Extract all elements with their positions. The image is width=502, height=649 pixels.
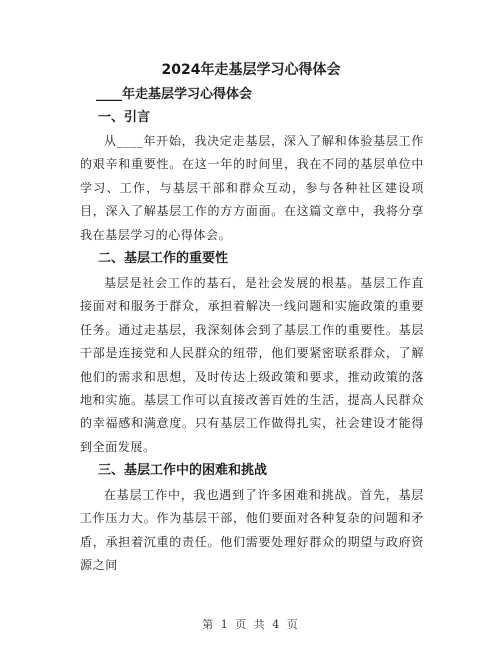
- section-paragraph-intro: 从____年开始，我决定走基层，深入了解和体验基层工作的艰辛和重要性。在这一年的时间里，我在不同的基层单位中学习、工作，与基层干部和群众互动，参与各种社区建设项目，深入了解基层工作的方方面面。在这篇文章中，我将分享我在基层学习的心得体会。: [80, 134, 424, 242]
- page-number-footer: 第 1 页 共 4 页: [202, 618, 300, 631]
- document-subtitle: ____年走基层学习心得体会: [96, 87, 253, 102]
- section-paragraph-importance: 基层是社会工作的基石，是社会发展的根基。基层工作直接面对和服务于群众，承担着解决一线问题和实施政策的重要任务。通过走基层，我深刻体会到了基层工作的重要性。基层干部是连接党和人民群众的纽带，他们要紧密联系群众，了解他们的需求和思想，及时传达上级政策和要求，推动政策的落地和实施。基层工作可以直接改善百姓的生活，提高人民群众的幸福感和满意度。只有基层工作做得扎实，社会建设才能得到全面发展。: [80, 276, 424, 454]
- section-heading-challenges: 三、基层工作中的困难和挑战: [98, 463, 268, 478]
- section-paragraph-challenges: 在基层工作中，我也遇到了许多困难和挑战。首先，基层工作压力大。作为基层干部，他们要面对各种复杂的问题和矛盾，承担着沉重的责任。他们需要处理好群众的期望与政府资源之间: [80, 488, 424, 573]
- section-heading-importance: 二、基层工作的重要性: [98, 251, 229, 266]
- section-heading-intro: 一、引言: [98, 110, 151, 125]
- document-title: 2024年走基层学习心得体会: [161, 62, 341, 78]
